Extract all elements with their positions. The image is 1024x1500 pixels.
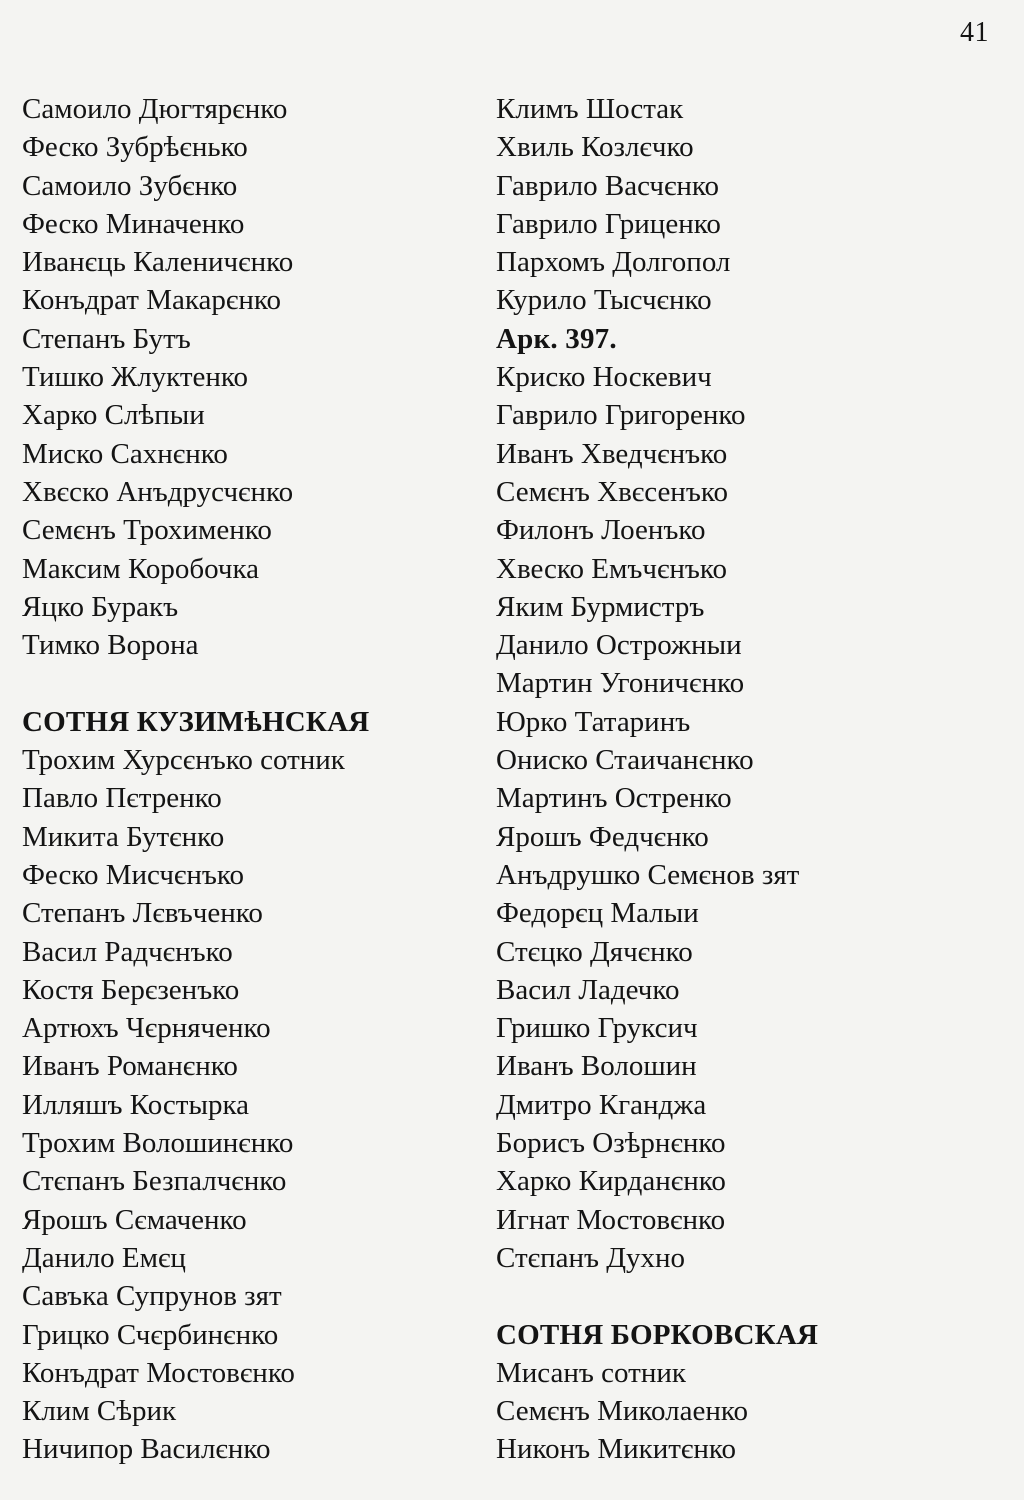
- left-column: [22, 90, 477, 1469]
- archive-sheet-marker: Арк. 397.: [496, 322, 617, 355]
- name-line: Грицко Счєрбинєнко: [22, 1318, 279, 1351]
- name-line: Курило Тысчєнко: [496, 284, 712, 317]
- name-line: Миско Сахнєнко: [22, 437, 228, 470]
- name-line: Илляшъ Костырка: [22, 1088, 249, 1121]
- name-line: Ярошъ Федчєнко: [496, 820, 709, 853]
- name-line: Феско Миначенко: [22, 207, 245, 240]
- name-line: Семєнъ Хвєсенъко: [496, 475, 728, 508]
- name-line: Федорєц Малыи: [496, 897, 699, 930]
- section-heading-kuzimenskaya: СОТНЯ КУЗИМѣНСКАЯ: [22, 705, 370, 738]
- name-line: Савъка Супрунов зят: [22, 1280, 282, 1313]
- name-line: Ярошъ Сємаченко: [22, 1203, 247, 1236]
- name-line: Ничипор Василєнко: [22, 1433, 271, 1466]
- name-line: Гаврило Григоренко: [496, 399, 746, 432]
- name-line: Иванъ Хведчєнъко: [496, 437, 728, 470]
- name-line: Артюхъ Чєрняченко: [22, 1012, 271, 1045]
- name-line: Гаврило Гриценко: [496, 207, 721, 240]
- name-line: Хвеско Емъчєнъко: [496, 552, 728, 585]
- name-line: Хвиль Козлєчко: [496, 131, 694, 164]
- name-line: Костя Берєзенъко: [22, 973, 240, 1006]
- name-line: Мисанъ сотник: [496, 1356, 686, 1389]
- name-line: Микита Бутєнко: [22, 820, 225, 853]
- name-line: Ониско Стаичанєнко: [496, 744, 754, 777]
- name-line: Клим Сѣрик: [22, 1395, 177, 1428]
- name-line: Дмитро Кганджа: [496, 1088, 707, 1121]
- name-line: Самоило Дюгтярєнко: [22, 93, 288, 125]
- name-line: Павло Пєтренко: [22, 782, 222, 815]
- name-line: Иванъ Романєнко: [22, 1050, 238, 1083]
- name-line: Анъдрушко Семєнов зят: [496, 858, 800, 891]
- name-line: Данило Емєц: [22, 1241, 186, 1274]
- name-line: Трохим Хурсєнъко сотник: [22, 744, 345, 777]
- name-line: Филонъ Лоенъко: [496, 514, 706, 547]
- name-line: Трохим Волошинєнко: [22, 1127, 294, 1160]
- blank-line: [496, 1277, 996, 1315]
- name-line: Стєпанъ Безпалчєнко: [22, 1165, 287, 1198]
- name-line: Игнат Мостовєнко: [496, 1203, 726, 1236]
- name-line: Иванєць Каленичєнко: [22, 246, 294, 279]
- name-line: Харко Кирданєнко: [496, 1165, 726, 1198]
- section-heading-borkovskaya: СОТНЯ БОРКОВСКАЯ: [496, 1318, 819, 1351]
- name-line: Тимко Ворона: [22, 629, 199, 662]
- name-line: Яким Бурмистръ: [496, 590, 705, 623]
- name-line: Тишко Жлуктенко: [22, 361, 249, 394]
- name-line: Степанъ Бутъ: [22, 322, 191, 355]
- name-line: Криско Носкевич: [496, 361, 712, 394]
- name-line: Мартинъ Остренко: [496, 782, 732, 815]
- blank-line: [22, 664, 477, 702]
- name-line: Никонъ Микитєнко: [496, 1433, 737, 1466]
- name-line: Харко Слѣпыи: [22, 399, 205, 432]
- name-line: Климъ Шостак: [496, 93, 684, 125]
- name-line: Феско Мисчєнъко: [22, 858, 245, 891]
- name-line: Конъдрат Мостовєнко: [22, 1356, 295, 1389]
- right-column: [496, 90, 996, 1469]
- name-line: Самоило Зубєнко: [22, 169, 238, 202]
- name-line: Гаврило Васчєнко: [496, 169, 720, 202]
- name-line: Васил Радчєнъко: [22, 935, 233, 968]
- name-line: Васил Ладечко: [496, 973, 680, 1006]
- name-line: Максим Коробочка: [22, 552, 260, 585]
- name-line: Стєпанъ Духно: [496, 1241, 686, 1274]
- name-line: Иванъ Волошин: [496, 1050, 697, 1083]
- name-line: Данило Острожныи: [496, 629, 742, 662]
- name-line: Юрко Татаринъ: [496, 705, 691, 738]
- page-number: 41: [960, 17, 989, 48]
- name-line: Конъдрат Макарєнко: [22, 284, 281, 317]
- name-line: Яцко Буракъ: [22, 590, 179, 623]
- name-line: Борисъ Озѣрнєнко: [496, 1127, 726, 1160]
- name-line: Гришко Груксич: [496, 1012, 698, 1045]
- name-line: Феско Зубрѣєнько: [22, 131, 248, 164]
- name-line: Семєнъ Миколаенко: [496, 1395, 749, 1428]
- name-line: Стєцко Дячєнко: [496, 935, 693, 968]
- name-line: Мартин Угоничєнко: [496, 667, 745, 700]
- name-line: Семєнъ Трохименко: [22, 514, 272, 547]
- name-line: Хвєско Анъдрусчєнко: [22, 475, 294, 508]
- name-line: Степанъ Лєвъченко: [22, 897, 263, 930]
- name-line: Пархомъ Долгопол: [496, 246, 731, 279]
